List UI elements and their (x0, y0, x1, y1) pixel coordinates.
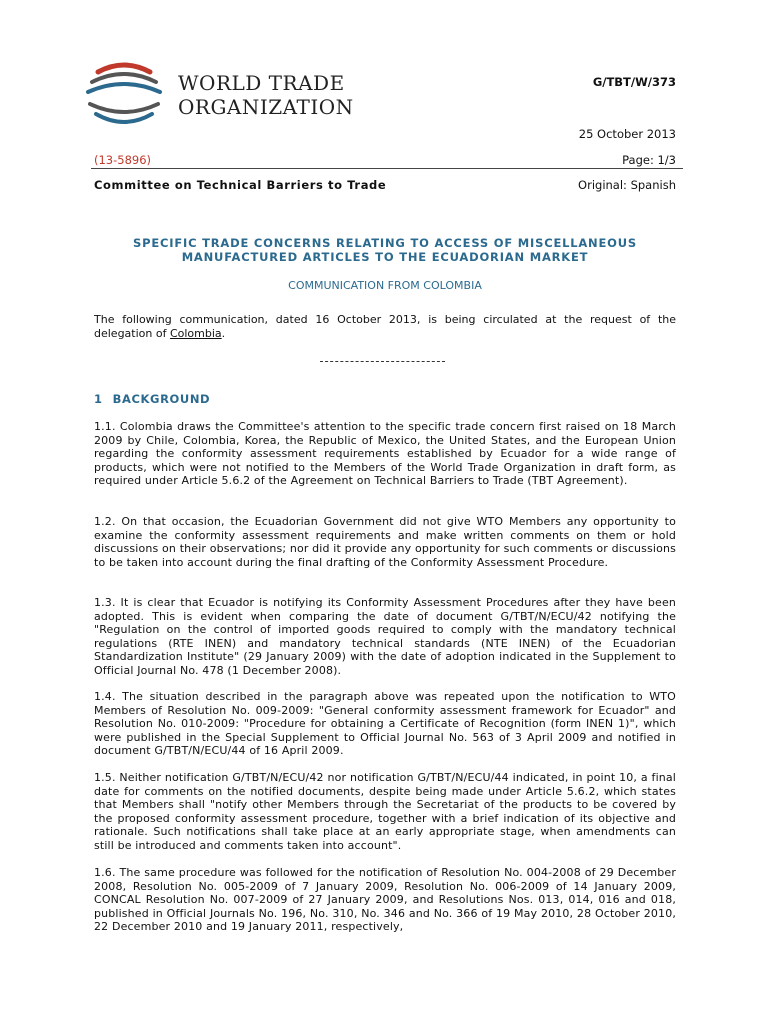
committee-name: Committee on Technical Barriers to Trade (94, 178, 387, 192)
paragraph-1-4: 1.4. The situation described in the paragraph above was repeated upon the notification to WTO Members of Resolution No. 009-2009: "General conformity assessment framework for Ecuador" and Resolution No. 010-2009: "Procedure for obtaining a Certificate of Recognition (form INEN 1)", which were published in the Special Supplement to Official Journal No. 563 of 3 April 2009 and notified in document G/TBT/N/ECU/44 of 16 April 2009. (94, 690, 676, 757)
paragraph-1-3: 1.3. It is clear that Ecuador is notifying its Conformity Assessment Procedures after they have been adopted. This is evident when comparing the date of document G/TBT/N/ECU/42 notifying the "Regulation on the control of imported goods required to comply with the mandatory technical regulations (RTE INEN) and mandatory technical standards (NTE INEN) of the Ecuadorian Standardization Institute" (29 January 2009) with the date of adoption indicated in the Supplement to Official Journal No. 478 (1 December 2008). (94, 596, 676, 677)
wto-logo (84, 58, 354, 130)
intro-end: . (221, 327, 226, 340)
document-title (94, 236, 676, 264)
section-number: 1 (94, 392, 103, 406)
intro-paragraph (94, 313, 676, 341)
delegation-name: Colombia (169, 327, 222, 340)
document-title-line2: MANUFACTURED ARTICLES TO THE ECUADORIAN MARKET (181, 250, 589, 264)
original-language: Original: Spanish (578, 178, 676, 192)
paragraph-1-2: 1.2. On that occasion, the Ecuadorian Government did not give WTO Members any opportunity to examine the conformity assessment requirements and make written comments on them or hold discussions on their observations; nor did it provide any opportunity for such comments or discussions to be taken into account during the final drafting of the Conformity Assessment Procedure. (94, 515, 676, 569)
paragraph-1-5: 1.5. Neither notification G/TBT/N/ECU/42 nor notification G/TBT/N/ECU/44 indicated, in point 10, a final date for comments on the notified documents, despite being made under Article 5.6.2, which states that Members shall "notify other Members through the Secretariat of the products to be covered by the proposed conformity assessment procedure, together with a brief indication of its objective and rationale. Such notifications shall take place at an early appropriate stage, when amendments can still be introduced and comments taken into account". (94, 771, 676, 852)
organization-name (178, 71, 354, 119)
header-divider (91, 168, 683, 169)
document-symbol: G/TBT/W/373 (592, 75, 676, 89)
paragraph-1-1: 1.1. Colombia draws the Committee's attention to the specific trade concern first raised on 18 March 2009 by Chile, Colombia, Korea, the Republic of Mexico, the United States, and the European Union regarding the conformity assessment requirements established by Ecuador for a wide range of products, which were not notified to the Members of the World Trade Organization in draft form, as required under Article 5.6.2 of the Agreement on Technical Barriers to Trade (TBT Agreement). (94, 420, 676, 487)
paragraph-1-6: 1.6. The same procedure was followed for the notification of Resolution No. 004-2008 of 29 December 2008, Resolution No. 005-2009 of 7 January 2009, Resolution No. 006-2009 of 14 January 2009, CONCAL Resolution No. 007-2009 of 27 January 2009, and Resolutions Nos. 013, 014, 016 and 018, published in Official Journals No. 196, No. 310, No. 346 and No. 366 of 19 May 2010, 28 October 2010, 22 December 2010 and 19 January 2011, respectively, (94, 866, 676, 933)
section-heading (94, 392, 210, 406)
document-date: 25 October 2013 (578, 127, 676, 141)
section-title: BACKGROUND (112, 392, 211, 406)
document-number: (13-5896) (94, 153, 152, 167)
wto-emblem-icon (84, 58, 164, 130)
page-indicator: Page: 1/3 (622, 153, 676, 167)
document-title-line1: SPECIFIC TRADE CONCERNS RELATING TO ACCESS OF MISCELLANEOUS (133, 236, 637, 250)
intro-text: The following communication, dated 16 October 2013, is being circulated at the request of the delegation of (94, 313, 676, 340)
section-separator (320, 361, 445, 362)
communication-source: COMMUNICATION FROM COLOMBIA (288, 279, 482, 292)
organization-name-line1: WORLD TRADE (178, 71, 345, 95)
organization-name-line2: ORGANIZATION (178, 95, 354, 119)
